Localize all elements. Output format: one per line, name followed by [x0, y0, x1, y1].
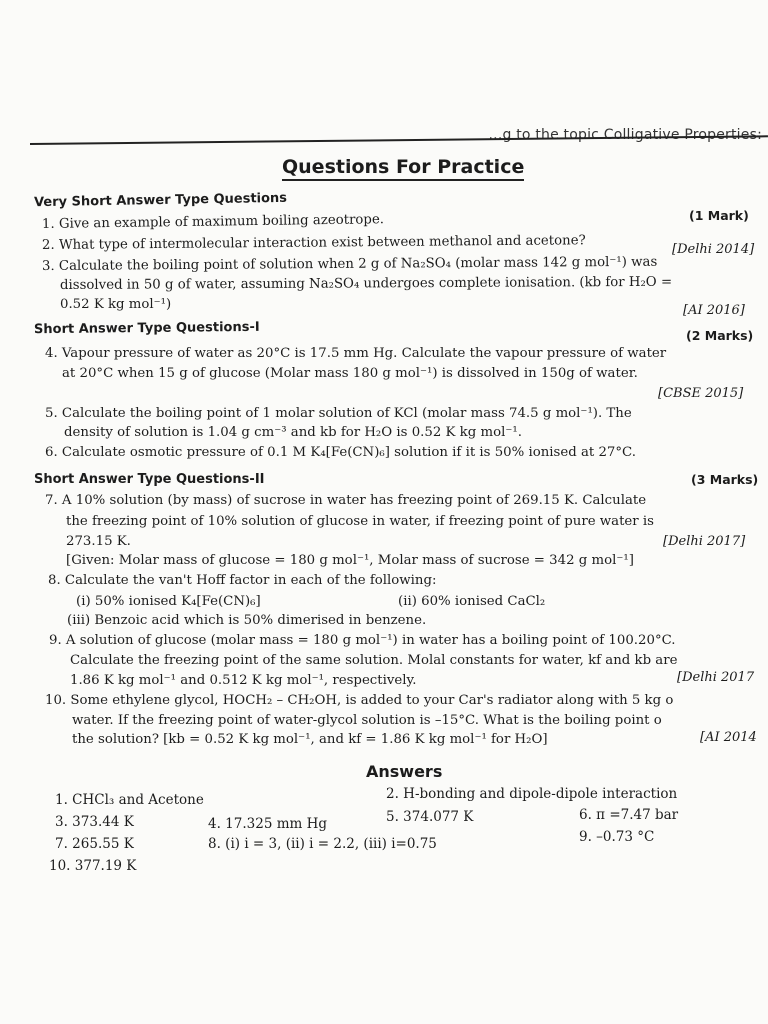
chapter-header: ...g to the topic Colligative Properties: [488, 127, 762, 143]
question-10-line-1: 10. Some ethylene glycol, HOCH₂ – CH₂OH, is added to your Car's radiator along with 5 kg o [45, 693, 674, 708]
section-title-short-2: Short Answer Type Questions-II [34, 472, 265, 487]
question-3-line-3: 0.52 K kg mol⁻¹) [60, 297, 172, 312]
question-10-ref: [AI 2014 [700, 730, 757, 745]
answers-title: Answers [366, 762, 443, 781]
answer-9: 9. –0.73 °C [579, 829, 655, 845]
answer-5: 5. 374.077 K [386, 809, 474, 825]
section-marks-very-short: (1 Mark) [689, 208, 749, 223]
question-9-line-3: 1.86 K kg mol⁻¹ and 0.512 K kg mol⁻¹, respectively. [70, 673, 417, 688]
question-10-line-3: the solution? [kb = 0.52 K kg mol⁻¹, and kf = 1.86 K kg mol⁻¹ for H₂O] [72, 732, 548, 747]
question-8-part-iii: (iii) Benzoic acid which is 50% dimerised in benzene. [67, 613, 427, 628]
section-title-short-1: Short Answer Type Questions-I [33, 319, 260, 338]
page-title: Questions For Practice [282, 156, 524, 181]
question-7-line-2: the freezing point of 10% solution of glucose in water, if freezing point of pure water is [66, 514, 654, 529]
section-title-very-short: Very Short Answer Type Questions [33, 190, 288, 211]
question-9-line-2: Calculate the freezing point of the same solution. Molal constants for water, kf and kb are [70, 653, 678, 668]
answer-4: 4. 17.325 mm Hg [208, 816, 328, 832]
answer-8: 8. (i) i = 3, (ii) i = 2.2, (iii) i=0.75 [208, 836, 437, 852]
question-9-line-1: 9. A solution of glucose (molar mass = 180 g mol⁻¹) in water has a boiling point of 100.20°C. [49, 633, 676, 648]
question-4-line-2: at 20°C when 15 g of glucose (Molar mass 180 g mol⁻¹) is dissolved in 150g of water. [62, 366, 638, 381]
question-3-ref: [AI 2016] [683, 303, 745, 318]
answer-3: 3. 373.44 K [55, 814, 134, 830]
answer-10: 10. 377.19 K [49, 858, 137, 874]
question-8-part-ii: (ii) 60% ionised CaCl₂ [398, 594, 546, 609]
question-3-line-1: 3. Calculate the boiling point of solution when 2 g of Na₂SO₄ (molar mass 142 g mol⁻¹) was [41, 254, 658, 274]
question-7-line-3: 273.15 K. [66, 534, 131, 549]
answer-7: 7. 265.55 K [55, 836, 134, 852]
question-5-line-2: density of solution is 1.04 g cm⁻³ and kb for H₂O is 0.52 K kg mol⁻¹. [64, 425, 522, 440]
answer-1: 1. CHCl₃ and Acetone [55, 792, 204, 808]
question-8-line-1: 8. Calculate the van't Hoff factor in each of the following: [48, 573, 437, 588]
answer-2: 2. H-bonding and dipole-dipole interaction [386, 786, 678, 802]
question-7-ref: [Delhi 2017] [663, 534, 746, 549]
question-6: 6. Calculate osmotic pressure of 0.1 M K₄[Fe(CN)₆] solution if it is 50% ionised at 27°C. [45, 445, 636, 460]
question-2: 2. What type of intermolecular interaction exist between methanol and acetone? [41, 233, 586, 253]
question-2-ref: [Delhi 2014] [672, 242, 755, 257]
question-1: 1. Give an example of maximum boiling azeotrope. [41, 212, 385, 232]
section-marks-short-1: (2 Marks) [686, 328, 754, 343]
question-9-ref: [Delhi 2017 [677, 670, 755, 685]
question-4-ref: [CBSE 2015] [658, 386, 744, 401]
section-marks-short-2: (3 Marks) [691, 472, 759, 487]
question-7-given: [Given: Molar mass of glucose = 180 g mol⁻¹, Molar mass of sucrose = 342 g mol⁻¹] [66, 553, 634, 568]
question-8-part-i: (i) 50% ionised K₄[Fe(CN)₆] [76, 594, 261, 609]
question-10-line-2: water. If the freezing point of water-glycol solution is –15°C. What is the boiling point o [72, 713, 662, 728]
answer-6: 6. π =7.47 bar [579, 807, 679, 823]
question-5-line-1: 5. Calculate the boiling point of 1 molar solution of KCl (molar mass 74.5 g mol⁻¹). The [45, 406, 632, 421]
question-3-line-2: dissolved in 50 g of water, assuming Na₂SO₄ undergoes complete ionisation. (kb for H₂O = [59, 274, 673, 293]
question-4-line-1: 4. Vapour pressure of water as 20°C is 17.5 mm Hg. Calculate the vapour pressure of water [45, 346, 667, 361]
question-7-line-1: 7. A 10% solution (by mass) of sucrose in water has freezing point of 269.15 K. Calculate [45, 493, 647, 508]
